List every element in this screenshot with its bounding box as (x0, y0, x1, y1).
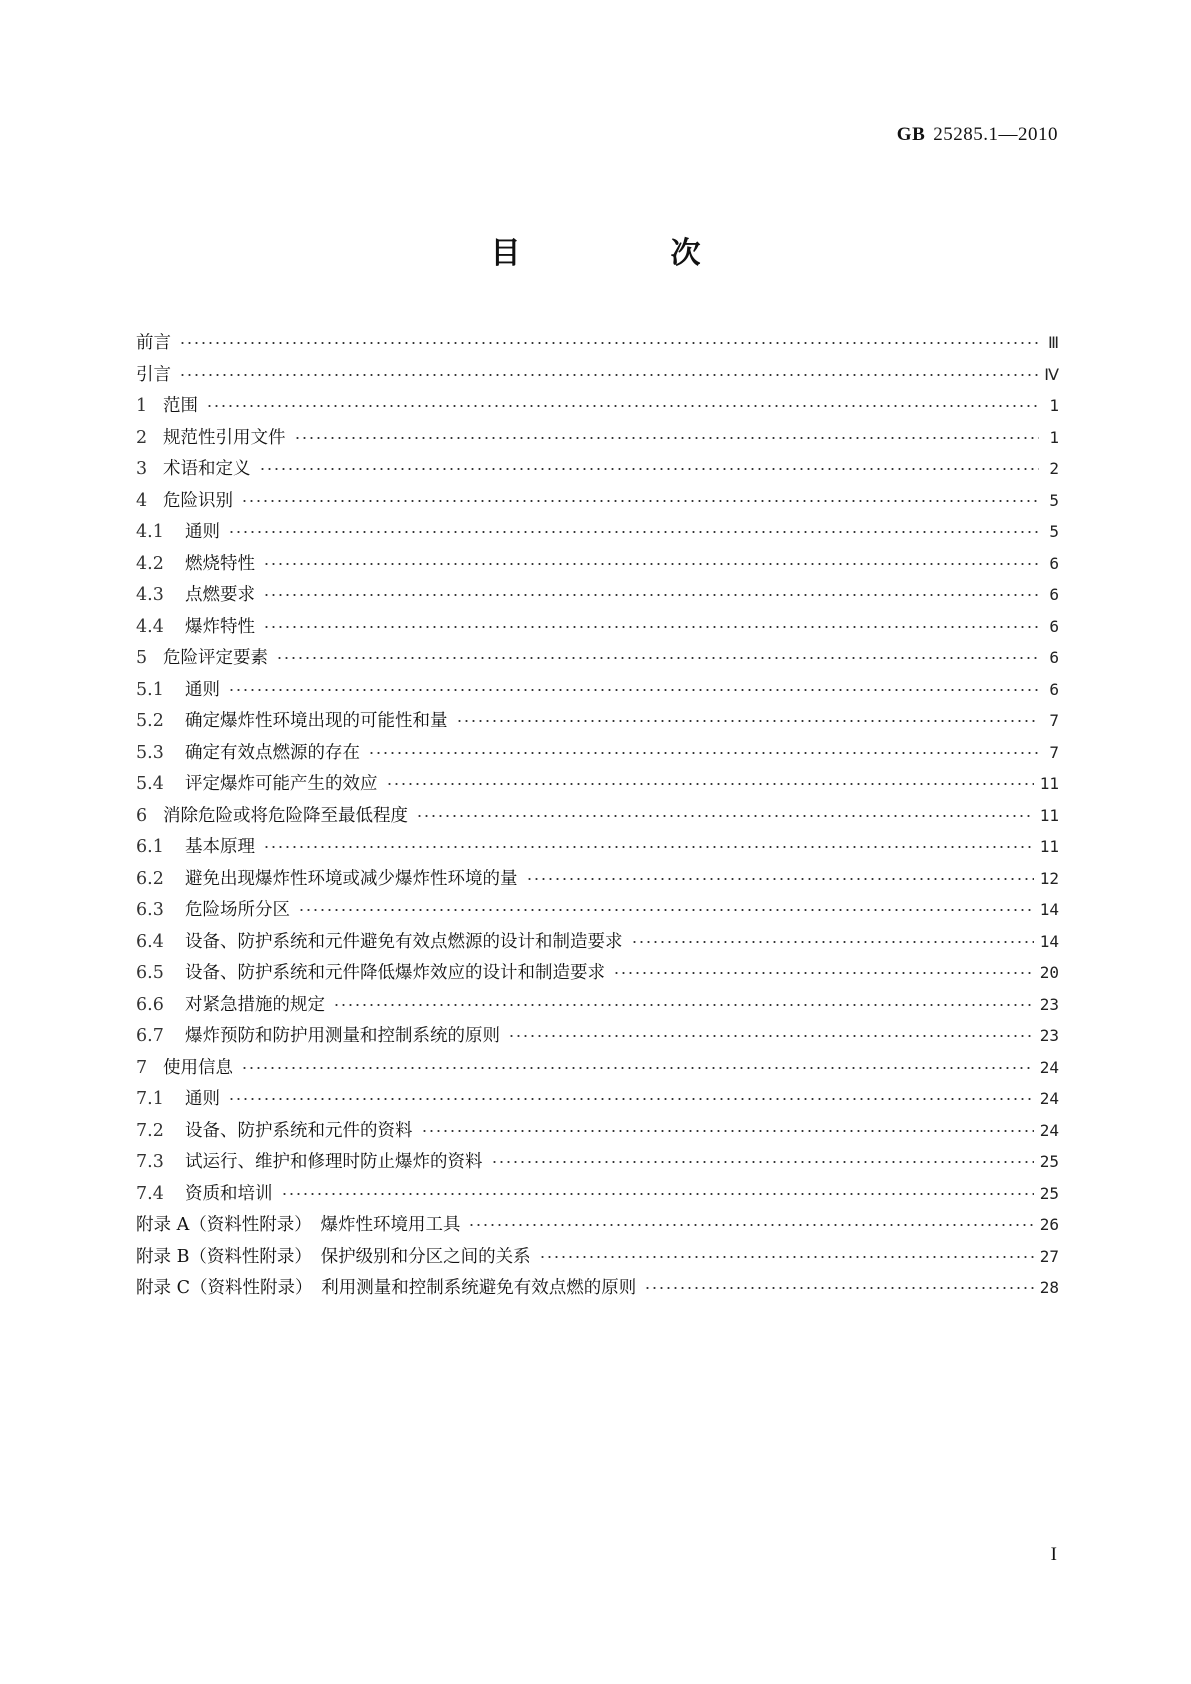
toc-entry-number: 6.1 (136, 837, 164, 857)
toc-leader-dots (206, 391, 1039, 411)
toc-entry-title: 点燃要求 (185, 585, 255, 605)
toc-entry-title: 基本原理 (185, 837, 255, 857)
table-of-contents (136, 328, 1059, 1305)
toc-entry-page: 5 (1049, 490, 1059, 510)
toc-entry[interactable] (136, 1179, 1059, 1211)
toc-entry-page: 2 (1049, 459, 1059, 478)
toc-entry-title: 设备、防护系统和元件避免有效点燃源的设计和制造要求 (185, 931, 623, 952)
toc-leader-dots (298, 895, 1034, 915)
toc-leader-dots (179, 360, 1038, 380)
toc-entry-title: 范围 (163, 396, 198, 416)
toc-leader-dots (421, 1116, 1034, 1136)
toc-entry-page: 1 (1049, 427, 1059, 447)
toc-entry-title: 确定爆炸性环境出现的可能性和量 (185, 711, 448, 731)
toc-entry-title: 爆炸预防和防护用测量和控制系统的原则 (185, 1026, 500, 1046)
toc-entry-number: 6.2 (136, 868, 164, 889)
toc-leader-dots (228, 517, 1039, 537)
toc-entry-page: 6 (1049, 616, 1059, 636)
toc-entry[interactable] (136, 549, 1059, 581)
toc-entry-number: 7.2 (136, 1120, 164, 1141)
toc-entry-title: 附录 C（资料性附录） 利用测量和控制系统避免有效点燃的原则 (136, 1278, 637, 1298)
toc-entry-title: 资质和培训 (185, 1183, 273, 1204)
toc-leader-dots (416, 801, 1034, 821)
toc-entry-number: 6.4 (136, 931, 164, 952)
toc-entry-number: 6.3 (136, 900, 164, 920)
toc-entry-title: 规范性引用文件 (163, 427, 286, 448)
toc-leader-dots (333, 990, 1034, 1010)
toc-entry[interactable] (136, 1116, 1059, 1148)
toc-entry[interactable] (136, 486, 1059, 518)
toc-entry-number: 7.3 (136, 1152, 164, 1172)
standard-code (897, 124, 1058, 146)
toc-entry[interactable] (136, 769, 1059, 801)
toc-entry-title: 爆炸特性 (185, 616, 255, 637)
toc-leader-dots (644, 1273, 1034, 1293)
toc-entry-number: 1 (136, 396, 148, 416)
toc-entry[interactable] (136, 454, 1059, 486)
standard-number: 25285.1—2010 (933, 124, 1058, 145)
toc-entry[interactable] (136, 675, 1059, 707)
toc-entry-page: 27 (1039, 1246, 1059, 1266)
toc-entry-title: 避免出现爆炸性环境或减少爆炸性环境的量 (185, 868, 518, 889)
toc-entry-title: 危险场所分区 (185, 900, 290, 920)
toc-leader-dots (539, 1242, 1034, 1262)
toc-entry[interactable] (136, 580, 1059, 612)
toc-entry[interactable] (136, 391, 1059, 423)
page-title: 目 次 (490, 236, 761, 271)
toc-leader-dots (613, 958, 1034, 978)
toc-entry-title: 通则 (185, 679, 220, 700)
toc-entry[interactable] (136, 1053, 1059, 1085)
toc-entry-title: 通则 (185, 1089, 220, 1109)
toc-leader-dots (281, 1179, 1034, 1199)
toc-entry-page: 24 (1039, 1057, 1059, 1077)
toc-entry[interactable] (136, 360, 1059, 392)
toc-entry[interactable] (136, 706, 1059, 738)
toc-entry[interactable] (136, 927, 1059, 959)
toc-entry-number: 7.4 (136, 1183, 164, 1204)
toc-entry-title: 危险识别 (163, 490, 233, 511)
toc-entry-page: 24 (1039, 1089, 1059, 1108)
toc-leader-dots (276, 643, 1039, 663)
toc-entry-page: 28 (1039, 1278, 1059, 1297)
toc-leader-dots (259, 454, 1040, 474)
toc-leader-dots (631, 927, 1034, 947)
toc-entry[interactable] (136, 990, 1059, 1022)
toc-entry[interactable] (136, 423, 1059, 455)
toc-leader-dots (263, 580, 1039, 600)
toc-leader-dots (294, 423, 1040, 443)
toc-entry[interactable] (136, 1273, 1059, 1305)
toc-entry[interactable] (136, 1021, 1059, 1053)
toc-entry-number: 6.6 (136, 994, 164, 1015)
toc-entry-number: 4.3 (136, 585, 164, 605)
toc-leader-dots (491, 1147, 1034, 1167)
page-number: I (1050, 1544, 1057, 1565)
toc-leader-dots (468, 1210, 1033, 1230)
toc-entry-title: 通则 (185, 522, 220, 542)
toc-entry-page: 6 (1049, 553, 1059, 573)
toc-entry[interactable] (136, 1210, 1059, 1242)
toc-entry-page: 11 (1039, 837, 1059, 856)
toc-entry-page: 6 (1049, 679, 1059, 699)
toc-entry-number: 5 (136, 648, 148, 668)
toc-entry[interactable] (136, 328, 1059, 360)
toc-leader-dots (263, 612, 1039, 632)
toc-entry-page: 11 (1039, 774, 1059, 793)
toc-entry-page: 14 (1039, 900, 1059, 919)
toc-leader-dots (228, 1084, 1034, 1104)
toc-entry-page: Ⅳ (1044, 364, 1059, 384)
standard-prefix: GB (896, 124, 926, 145)
toc-entry-title: 附录 A（资料性附录） 爆炸性环境用工具 (136, 1215, 461, 1235)
toc-entry-page: 6 (1049, 585, 1059, 604)
toc-entry-page: 14 (1039, 931, 1059, 951)
toc-entry-number: 5.1 (136, 679, 164, 700)
toc-entry-title: 引言 (136, 364, 171, 385)
toc-entry-number: 4 (136, 490, 148, 511)
toc-entry-number: 6 (136, 805, 148, 826)
toc-entry[interactable] (136, 643, 1059, 675)
toc-entry-title: 设备、防护系统和元件降低爆炸效应的设计和制造要求 (185, 963, 605, 983)
toc-entry-page: 7 (1049, 711, 1059, 730)
toc-entry-page: 26 (1039, 1215, 1059, 1234)
toc-leader-dots (241, 1053, 1034, 1073)
toc-entry-title: 燃烧特性 (185, 553, 255, 574)
toc-entry[interactable] (136, 832, 1059, 864)
toc-leader-dots (179, 328, 1039, 348)
toc-entry-number: 4.4 (136, 616, 164, 637)
toc-leader-dots (526, 864, 1034, 884)
toc-entry-number: 4.2 (136, 553, 164, 574)
toc-entry-number: 5.2 (136, 711, 164, 731)
toc-leader-dots (263, 832, 1034, 852)
toc-entry[interactable] (136, 801, 1059, 833)
toc-leader-dots (228, 675, 1039, 695)
toc-leader-dots (263, 549, 1039, 569)
toc-entry[interactable] (136, 738, 1059, 770)
toc-entry-number: 7 (136, 1057, 148, 1078)
toc-leader-dots (241, 486, 1039, 506)
toc-entry-number: 5.3 (136, 742, 164, 763)
toc-leader-dots (456, 706, 1040, 726)
toc-entry-page: 24 (1039, 1120, 1059, 1140)
toc-entry-page: 25 (1039, 1152, 1059, 1171)
toc-entry-title: 使用信息 (163, 1057, 233, 1078)
toc-entry[interactable] (136, 1147, 1059, 1179)
toc-entry-number: 2 (136, 427, 148, 448)
toc-entry[interactable] (136, 895, 1059, 927)
toc-entry-title: 前言 (136, 333, 171, 353)
toc-entry[interactable] (136, 612, 1059, 644)
toc-leader-dots (368, 738, 1039, 758)
toc-entry[interactable] (136, 1242, 1059, 1274)
toc-entry-page: 1 (1049, 396, 1059, 415)
toc-entry-number: 5.4 (136, 774, 164, 794)
toc-entry-title: 术语和定义 (163, 459, 251, 479)
toc-entry-page: 25 (1039, 1183, 1059, 1203)
toc-leader-dots (386, 769, 1034, 789)
toc-entry-number: 4.1 (136, 522, 164, 542)
toc-entry-page: 23 (1039, 1026, 1059, 1045)
toc-entry-title: 试运行、维护和修理时防止爆炸的资料 (185, 1152, 483, 1172)
toc-entry-title: 对紧急措施的规定 (185, 994, 325, 1015)
toc-entry-page: 5 (1049, 522, 1059, 541)
toc-entry-number: 6.7 (136, 1026, 164, 1046)
toc-leader-dots (508, 1021, 1034, 1041)
toc-entry-number: 3 (136, 459, 148, 479)
toc-entry-page: 11 (1039, 805, 1059, 825)
toc-entry-number: 6.5 (136, 963, 164, 983)
toc-entry[interactable] (136, 1084, 1059, 1116)
toc-entry-title: 附录 B（资料性附录） 保护级别和分区之间的关系 (136, 1246, 531, 1267)
toc-entry-title: 危险评定要素 (163, 648, 268, 668)
toc-entry-page: 7 (1049, 742, 1059, 762)
toc-entry-title: 确定有效点燃源的存在 (185, 742, 360, 763)
toc-entry-page: 20 (1039, 963, 1059, 982)
toc-entry-number: 7.1 (136, 1089, 164, 1109)
toc-entry[interactable] (136, 958, 1059, 990)
toc-entry-page: 23 (1039, 994, 1059, 1014)
toc-entry-page: Ⅲ (1047, 333, 1059, 352)
toc-entry-page: 12 (1039, 868, 1059, 888)
toc-entry-page: 6 (1049, 648, 1059, 667)
toc-entry-title: 设备、防护系统和元件的资料 (185, 1120, 413, 1141)
toc-entry-title: 评定爆炸可能产生的效应 (185, 774, 378, 794)
toc-entry[interactable] (136, 864, 1059, 896)
toc-entry-title: 消除危险或将危险降至最低程度 (163, 805, 408, 826)
toc-entry[interactable] (136, 517, 1059, 549)
